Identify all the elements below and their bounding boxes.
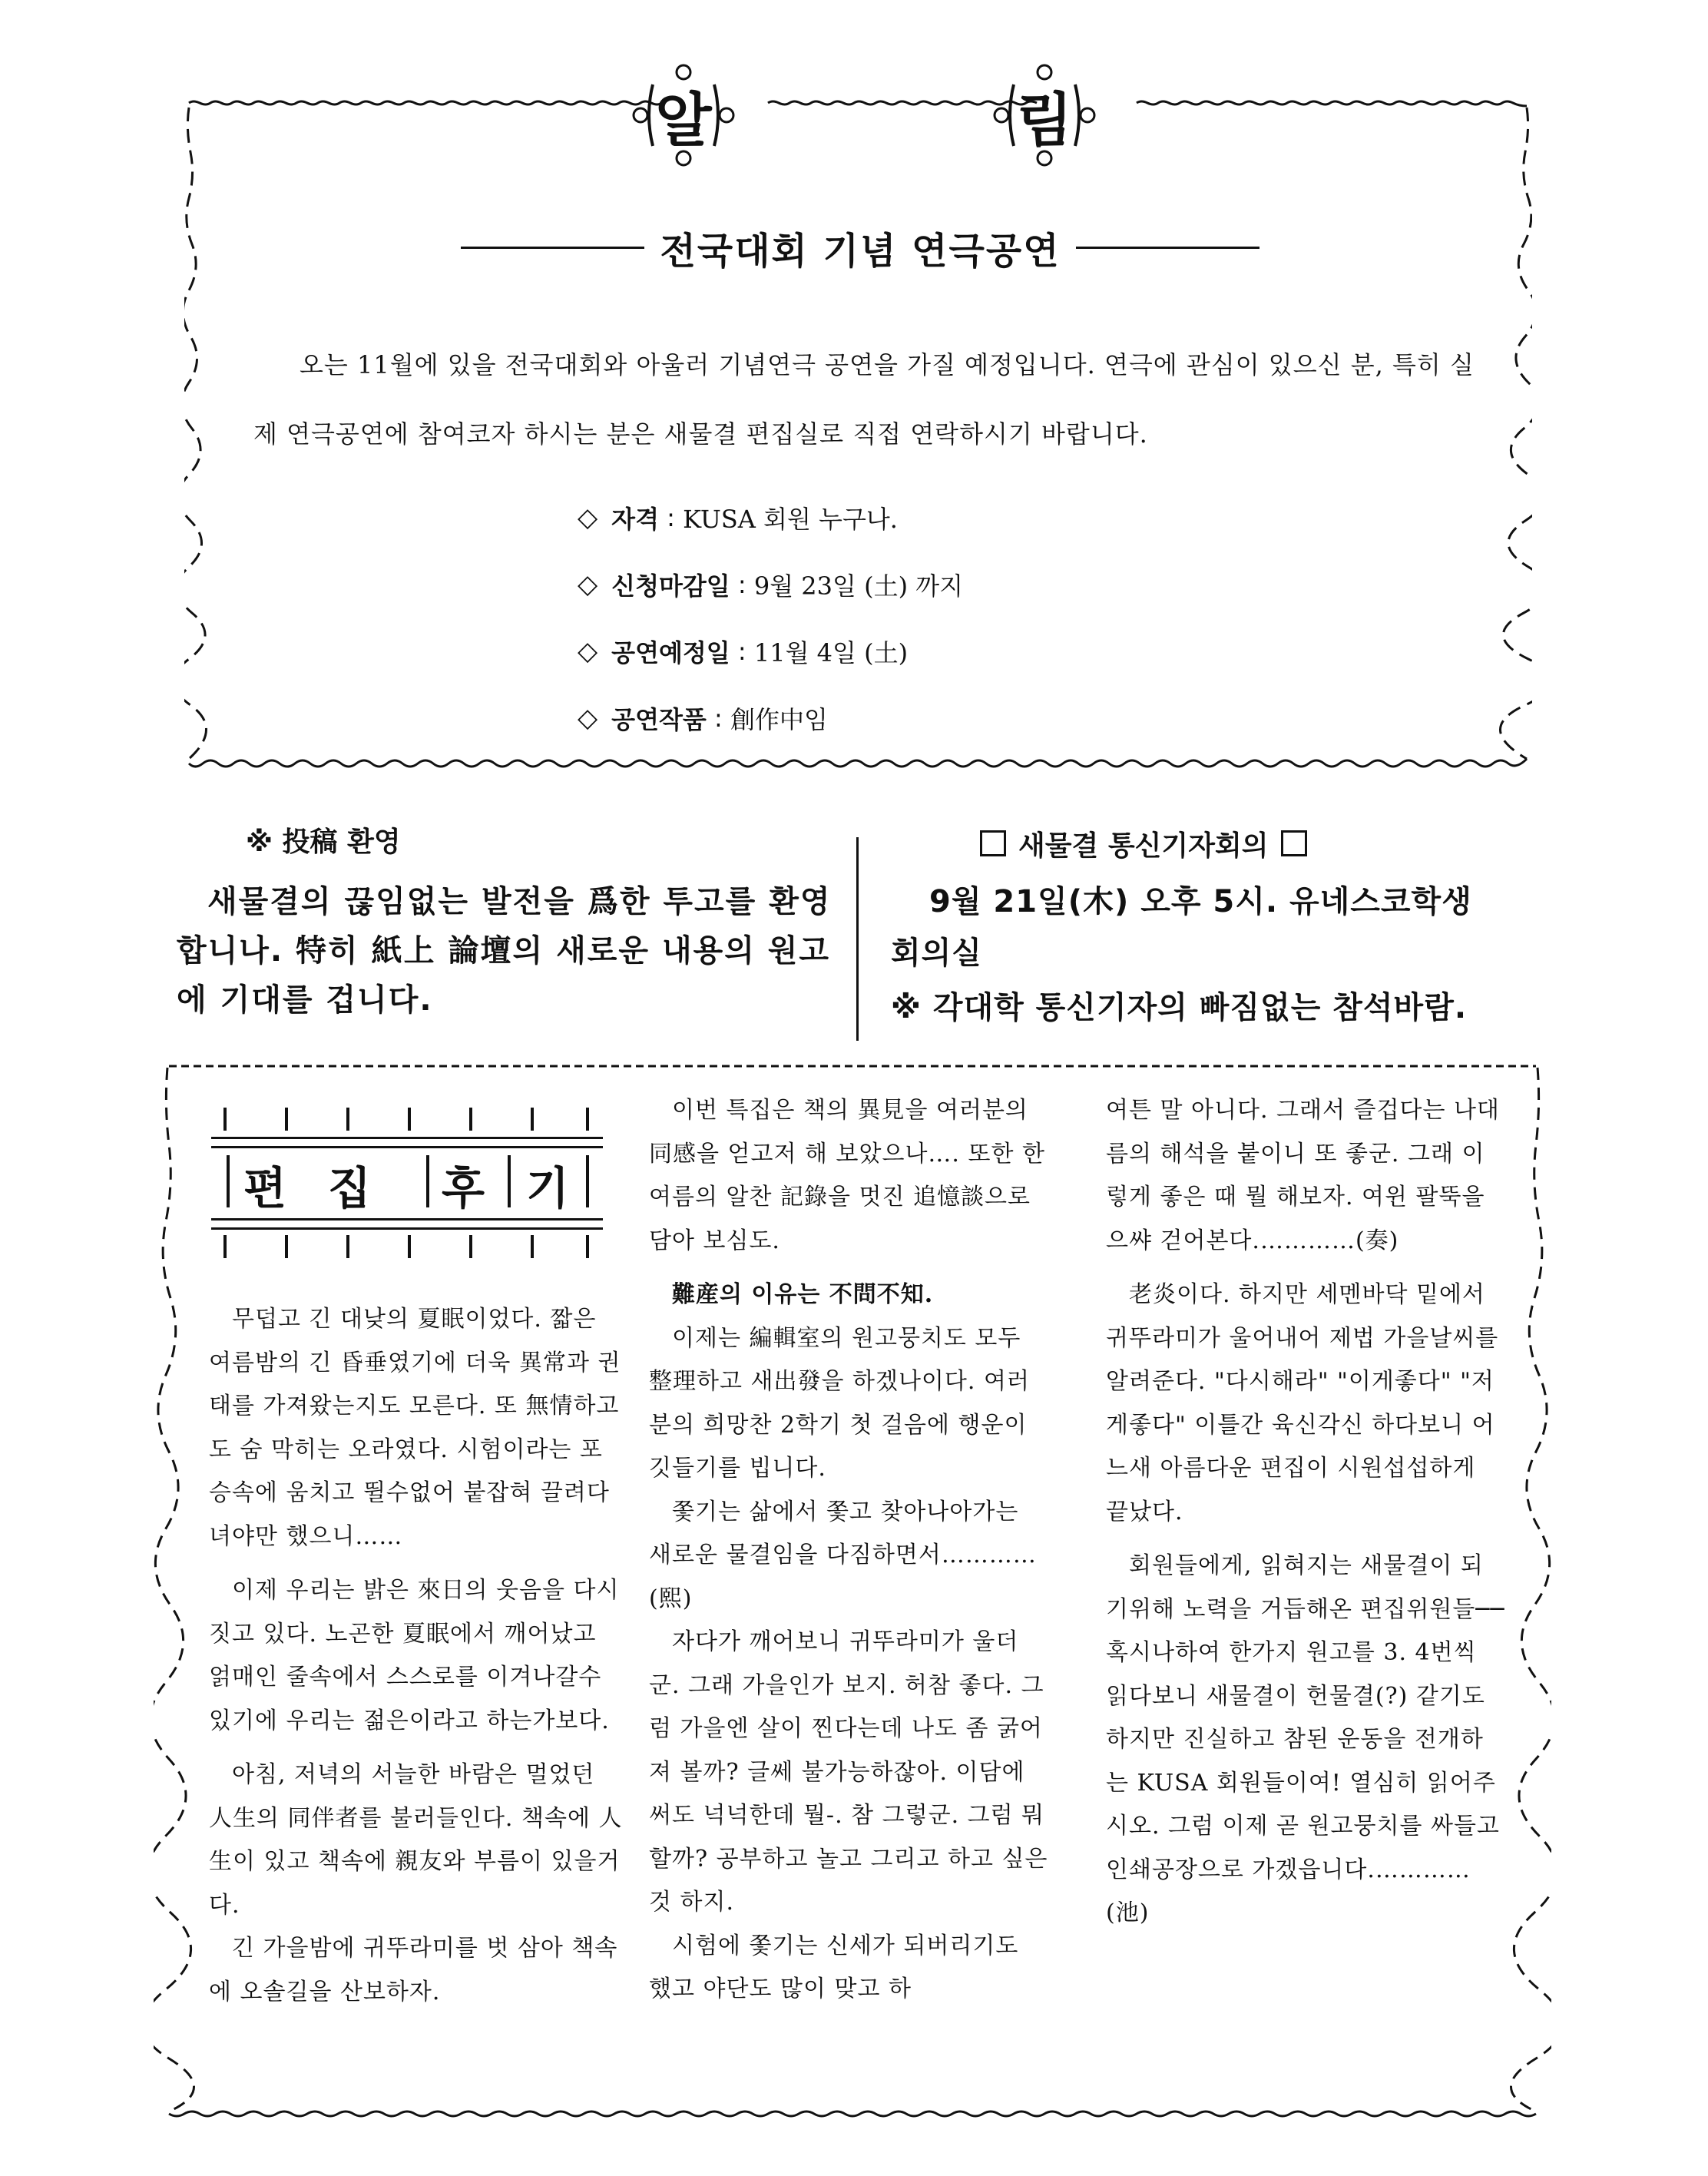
postscript-paragraph: 아침, 저녁의 서늘한 바람은 멀었던 人生의 同伴者를 불러들인다. 책속에 人生이 있고 책속에 親友와 부름이 있을거다. [209, 1761, 623, 1919]
notice-item-label: 신청마감일 [611, 571, 730, 601]
postscript-paragraph: 자다가 깨어보니 귀뚜라미가 울더군. 그래 가을인가 보지. 허참 좋다. 그럼 가을엔 살이 찐다는데 나도 좀 굵어져 볼까? 글쎄 불가능하잖아. 이담에 써도 넉넉한데 뭘-. 참 그렇군. 그럼 뭐 할까? 공부하고 놀고 그리고 하고 싶은 것 하지. [649, 1628, 1048, 1916]
postscript-title-char: 집 [328, 1162, 372, 1214]
postscript-paragraph: 시험에 쫓기는 신세가 되버리기도 했고 야단도 많이 맞고 하 [649, 1932, 1019, 2002]
colon-separator: : [730, 636, 754, 666]
heading-rule [211, 1227, 603, 1230]
postscript-title-char: 후 [442, 1162, 485, 1214]
notice-item-label: 자격 [611, 504, 659, 534]
title-bar [426, 1155, 429, 1207]
contribution-heading: ※ 投稿 환영 [246, 826, 401, 858]
contribution-body: 새물결의 끊임없는 발전을 爲한 투고를 환영합니나. 特히 紙上 論壇의 새로운 내용의 원고에 기대를 겁니다. [177, 884, 832, 1018]
postscript-paragraph: 회원들에게, 읽혀지는 새물결이 되기위해 노력을 거듭해온 편집위원들── 혹시나하여 한가지 원고를 3. 4번씩 읽다보니 새물결이 헌물결(?) 같기도 하지만 진실하고 참된 운동을 전개하는 KUSA 회원들이여! 열심히 읽어주시오. 그럼 이제 곧 원고뭉치를 싸들고 인쇄공장으로 가겠읍니다.…………(池) [1106, 1552, 1505, 1926]
heading-rule [211, 1146, 603, 1148]
reporters-meeting-section [891, 820, 1551, 1027]
postscript-paragraph: 老炎이다. 하지만 세멘바닥 밑에서 귀뚜라미가 울어내어 제법 가을날씨를 알려준다. "다시해라" "이게좋다" "저게좋다" 이틀간 육신각신 하다보니 어느새 아름다운 편집이 시원섭섭하게 끝났다. [1106, 1281, 1499, 1525]
postscript-title [211, 1152, 603, 1214]
diamond-icon: ◇ [578, 502, 598, 533]
reporters-meeting-heading-text: 새물결 통신기자회의 [1018, 830, 1269, 862]
notice-item [578, 618, 963, 684]
postscript-paragraph: 이제는 編輯室의 원고뭉치도 모두 整理하고 새出發을 하겠나이다. 여러분의 희망찬 2학기 첫 걸음에 행운이 깃들기를 빕니다. [649, 1324, 1030, 1482]
heading-rule [211, 1218, 603, 1220]
title-char-2: 림 [1016, 85, 1073, 154]
subtitle-rule-right [1076, 247, 1259, 249]
reporters-meeting-time: 9월 21일(木) 오후 5시. 유네스코학생 [929, 884, 1472, 919]
postscript-column-1 [209, 1298, 624, 2014]
notice-item-value: 創作中임 [730, 704, 828, 734]
postscript-column-3 [1106, 1089, 1505, 1936]
postscript-paragraph: 쫓기는 삶에서 쫓고 찾아나아가는 새로운 물결임을 다짐하면서…………(熙) [649, 1498, 1037, 1612]
diamond-icon: ◇ [578, 568, 598, 600]
notice-subtitle [461, 224, 1259, 273]
diamond-icon: ◇ [578, 702, 598, 734]
postscript-paragraph: 難産의 이유는 不問不知. [672, 1281, 934, 1308]
notice-title [0, 61, 1708, 169]
postscript-heading [211, 1106, 603, 1260]
postscript-paragraph: 긴 가을밤에 귀뚜라미를 벗 삼아 책속에 오솔길을 산보하자. [209, 1935, 618, 2005]
notice-item [578, 684, 963, 751]
postscript-paragraph: 이번 특집은 책의 異見을 여러분의 同感을 얻고저 해 보았으나…. 또한 한 여름의 알찬 記錄을 멋진 追憶談으로 담아 보심도. [649, 1097, 1045, 1254]
notice-items [578, 484, 963, 751]
notice-item-value: 11월 4일 (土) [753, 638, 909, 667]
title-bar [227, 1155, 230, 1207]
section-divider [856, 837, 859, 1041]
notice-item-label: 공연작품 [611, 704, 707, 734]
heading-rule [211, 1137, 603, 1139]
colon-separator: : [658, 502, 684, 532]
notice-item-value: KUSA 회원 누구나. [683, 504, 898, 534]
reporters-meeting-note: ※ 각대학 통신기자의 빠짐없는 참석바람. [891, 990, 1468, 1025]
notice-subtitle-text: 전국대회 기념 연극공연 [660, 229, 1061, 273]
notice-item [578, 484, 963, 551]
subtitle-rule-left [461, 247, 644, 249]
reporters-meeting-place: 회의실 [891, 936, 982, 971]
title-char-1: 알 [655, 85, 712, 154]
title-ornament-left [630, 61, 737, 169]
postscript-title-char: 편 [243, 1162, 287, 1214]
tick-marks-top [211, 1108, 603, 1131]
postscript-title-char: 기 [526, 1162, 570, 1214]
notice-body-text: 오는 11월에 있을 전국대회와 아울러 기념연극 공연을 가질 예정입니다. 연극에 관심이 있으신 분, 특히 실제 연극공연에 참여코자 하시는 분은 새물결 편집실로 직접 연락하시기 바랍니다. [253, 350, 1475, 449]
notice-item-value: 9월 23일 (土) 까지 [753, 571, 964, 601]
title-bar [508, 1155, 511, 1207]
title-ornament-right [991, 61, 1098, 169]
square-icon [1281, 830, 1307, 856]
reporters-meeting-heading [968, 820, 1551, 866]
postscript-paragraph: 무덥고 긴 대낮의 夏眠이었다. 짧은 여름밤의 긴 昏垂였기에 더욱 異常과 권태를 가져왔는지도 모른다. 또 無情하고도 숨 막히는 오라였다. 시험이라는 포승속에 움치고 뛸수없어 붙잡혀 끌려다녀야만 했으니…… [209, 1306, 621, 1550]
postscript-paragraph: 여튼 말 아니다. 그래서 즐겁다는 나대름의 해석을 붙이니 또 좋군. 그래 이렇게 좋은 때 뭘 해보자. 여윈 팔뚝을 으쌰 걷어본다.…………(奏) [1106, 1097, 1500, 1254]
postscript-paragraph: 이제 우리는 밝은 來日의 웃음을 다시 짓고 있다. 노곤한 夏眠에서 깨어났고 얽매인 줄속에서 스스로를 이겨나갈수 있기에 우리는 젊은이라고 하는가보다. [209, 1577, 620, 1734]
notice-body [253, 330, 1498, 469]
title-bar [586, 1155, 589, 1207]
postscript-column-2 [649, 1089, 1048, 2012]
tick-marks-bottom [211, 1235, 603, 1258]
colon-separator: : [706, 703, 730, 733]
contribution-section [177, 820, 837, 1025]
square-icon [980, 830, 1006, 856]
diamond-icon: ◇ [578, 635, 598, 667]
notice-item [578, 551, 963, 618]
notice-item-label: 공연예정일 [611, 638, 730, 667]
colon-separator: : [730, 569, 754, 599]
